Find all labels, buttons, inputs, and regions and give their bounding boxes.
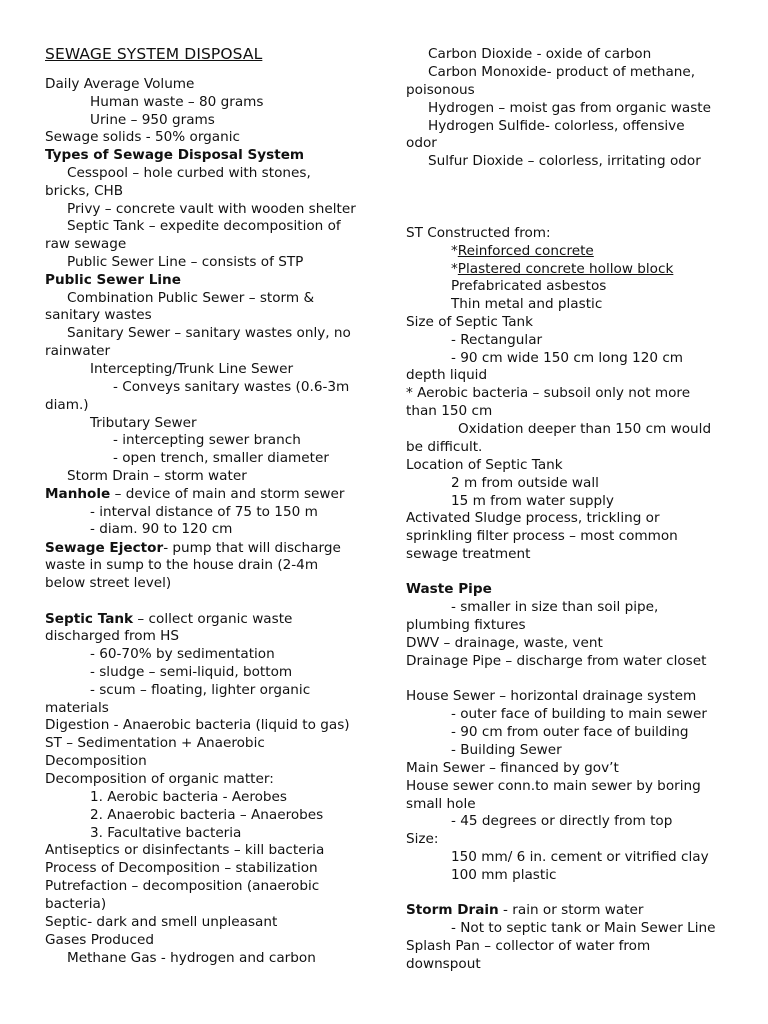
text-line: Storm Drain – storm water bbox=[67, 468, 247, 484]
text-line: Oxidation deeper than 150 cm would bbox=[458, 421, 712, 437]
term-label: Storm Drain bbox=[406, 902, 499, 918]
text-line: plumbing fixtures bbox=[406, 617, 526, 633]
text-line: - Conveys sanitary wastes (0.6-3m bbox=[113, 379, 350, 395]
text-line: downspout bbox=[406, 956, 481, 972]
term-text: – collect organic waste bbox=[133, 611, 293, 627]
text-line: Carbon Monoxide- product of methane, bbox=[428, 64, 696, 80]
text-line: - Rectangular bbox=[451, 332, 543, 348]
text-line: Methane Gas - hydrogen and carbon bbox=[67, 950, 316, 966]
text-line: Privy – concrete vault with wooden shelter bbox=[67, 201, 356, 217]
term-text: - pump that will discharge bbox=[163, 540, 341, 556]
section-heading: Waste Pipe bbox=[406, 581, 492, 597]
text-line: - outer face of building to main sewer bbox=[451, 706, 707, 722]
text-line: 100 mm plastic bbox=[451, 867, 557, 883]
text-line: Cesspool – hole curbed with stones, bbox=[67, 165, 311, 181]
text-line: Combination Public Sewer – storm & bbox=[67, 290, 315, 306]
text-line: Gases Produced bbox=[45, 932, 154, 948]
underlined-text: Plastered concrete hollow block bbox=[457, 261, 674, 277]
text-line: - 45 degrees or directly from top bbox=[451, 813, 673, 829]
text-line: Decomposition of organic matter: bbox=[45, 771, 274, 787]
text-line: DWV – drainage, waste, vent bbox=[406, 635, 603, 651]
text-line: small hole bbox=[406, 796, 476, 812]
text-line: 150 mm/ 6 in. cement or vitrified clay bbox=[451, 849, 709, 865]
text-line: Location of Septic Tank bbox=[406, 457, 563, 473]
text-line: Intercepting/Trunk Line Sewer bbox=[90, 361, 294, 377]
text-line: - interval distance of 75 to 150 m bbox=[90, 504, 318, 520]
text-line: below street level) bbox=[45, 575, 172, 591]
text-line: - smaller in size than soil pipe, bbox=[451, 599, 659, 615]
text-line: 1. Aerobic bacteria - Aerobes bbox=[90, 789, 287, 805]
text-line: * Aerobic bacteria – subsoil only not more bbox=[406, 385, 691, 401]
section-heading: Types of Sewage Disposal System bbox=[45, 147, 305, 163]
text-line: - Not to septic tank or Main Sewer Line bbox=[451, 920, 716, 936]
term-label: Manhole bbox=[45, 486, 111, 502]
text-line: poisonous bbox=[406, 82, 475, 98]
text-line: rainwater bbox=[45, 343, 111, 359]
text-line: Main Sewer – financed by gov’t bbox=[406, 760, 619, 776]
asterisk: * bbox=[451, 261, 458, 277]
text-line: - scum – floating, lighter organic bbox=[90, 682, 311, 698]
text-line: Sulfur Dioxide – colorless, irritating odor bbox=[428, 153, 701, 169]
underlined-text: Reinforced concrete bbox=[457, 243, 594, 259]
text-line: Prefabricated asbestos bbox=[451, 278, 607, 294]
text-line: bricks, CHB bbox=[45, 183, 124, 199]
text-line: - 90 cm wide 150 cm long 120 cm bbox=[451, 350, 684, 366]
text-line bbox=[45, 610, 377, 628]
text-line: - 90 cm from outer face of building bbox=[451, 724, 689, 740]
text-line: Size of Septic Tank bbox=[406, 314, 534, 330]
text-line: waste in sump to the house drain (2-4m bbox=[45, 557, 319, 573]
text-line: Decomposition bbox=[45, 753, 147, 769]
text-line: Splash Pan – collector of water from bbox=[406, 938, 651, 954]
text-line: Thin metal and plastic bbox=[451, 296, 603, 312]
text-line: 3. Facultative bacteria bbox=[90, 825, 242, 841]
text-line: bacteria) bbox=[45, 896, 107, 912]
text-line: Putrefaction – decomposition (anaerobic bbox=[45, 878, 320, 894]
text-line: Carbon Dioxide - oxide of carbon bbox=[428, 46, 652, 62]
term-text: - rain or storm water bbox=[498, 902, 644, 918]
text-line: Urine – 950 grams bbox=[90, 112, 215, 128]
text-line: than 150 cm bbox=[406, 403, 493, 419]
text-line: Size: bbox=[406, 831, 439, 847]
text-line: Septic- dark and smell unpleasant bbox=[45, 914, 278, 930]
asterisk: * bbox=[451, 243, 458, 259]
text-line: ST Constructed from: bbox=[406, 225, 551, 241]
text-line: - open trench, smaller diameter bbox=[113, 450, 329, 466]
text-line: Digestion - Anaerobic bacteria (liquid to gas) bbox=[45, 717, 350, 733]
text-line: Public Sewer Line – consists of STP bbox=[67, 254, 304, 270]
text-line bbox=[45, 539, 377, 557]
text-line: raw sewage bbox=[45, 236, 127, 252]
term-label: Septic Tank bbox=[45, 611, 134, 627]
text-line: - intercepting sewer branch bbox=[113, 432, 301, 448]
text-line: House sewer conn.to main sewer by boring bbox=[406, 778, 701, 794]
text-line: ST – Sedimentation + Anaerobic bbox=[45, 735, 265, 751]
text-line: materials bbox=[45, 700, 109, 716]
section-heading: Public Sewer Line bbox=[45, 272, 181, 288]
text-line: be difficult. bbox=[406, 439, 483, 455]
text-line: discharged from HS bbox=[45, 628, 180, 644]
text-line bbox=[45, 485, 377, 503]
text-line: Antiseptics or disinfectants – kill bacteria bbox=[45, 842, 325, 858]
text-line: Tributary Sewer bbox=[90, 415, 197, 431]
text-line: depth liquid bbox=[406, 367, 488, 383]
term-text: – device of main and storm sewer bbox=[110, 486, 345, 502]
text-line: 15 m from water supply bbox=[451, 493, 614, 509]
text-line bbox=[406, 901, 732, 919]
text-line: 2. Anaerobic bacteria – Anaerobes bbox=[90, 807, 324, 823]
text-line: Hydrogen – moist gas from organic waste bbox=[428, 100, 711, 116]
text-line bbox=[406, 260, 732, 278]
text-line bbox=[406, 242, 732, 260]
text-line: - Building Sewer bbox=[451, 742, 562, 758]
document-title: SEWAGE SYSTEM DISPOSAL bbox=[45, 45, 263, 63]
text-line: sprinkling filter process – most common bbox=[406, 528, 678, 544]
text-line: - sludge – semi-liquid, bottom bbox=[90, 664, 293, 680]
term-label: Sewage Ejector bbox=[45, 540, 164, 556]
text-line: - diam. 90 to 120 cm bbox=[90, 521, 233, 537]
text-line: House Sewer – horizontal drainage system bbox=[406, 688, 697, 704]
text-line: sewage treatment bbox=[406, 546, 531, 562]
text-line: Sewage solids - 50% organic bbox=[45, 129, 240, 145]
text-line: sanitary wastes bbox=[45, 307, 152, 323]
text-line: Human waste – 80 grams bbox=[90, 94, 264, 110]
text-line: diam.) bbox=[45, 397, 89, 413]
text-line: Process of Decomposition – stabilization bbox=[45, 860, 318, 876]
text-line: - 60-70% by sedimentation bbox=[90, 646, 275, 662]
text-line: Drainage Pipe – discharge from water closet bbox=[406, 653, 707, 669]
text-line: Activated Sludge process, trickling or bbox=[406, 510, 660, 526]
text-line: Sanitary Sewer – sanitary wastes only, no bbox=[67, 325, 351, 341]
text-line: 2 m from outside wall bbox=[451, 475, 599, 491]
text-line: Septic Tank – expedite decomposition of bbox=[67, 218, 341, 234]
text-line: odor bbox=[406, 135, 437, 151]
text-line: Daily Average Volume bbox=[45, 76, 195, 92]
text-line: Hydrogen Sulfide- colorless, offensive bbox=[428, 118, 685, 134]
